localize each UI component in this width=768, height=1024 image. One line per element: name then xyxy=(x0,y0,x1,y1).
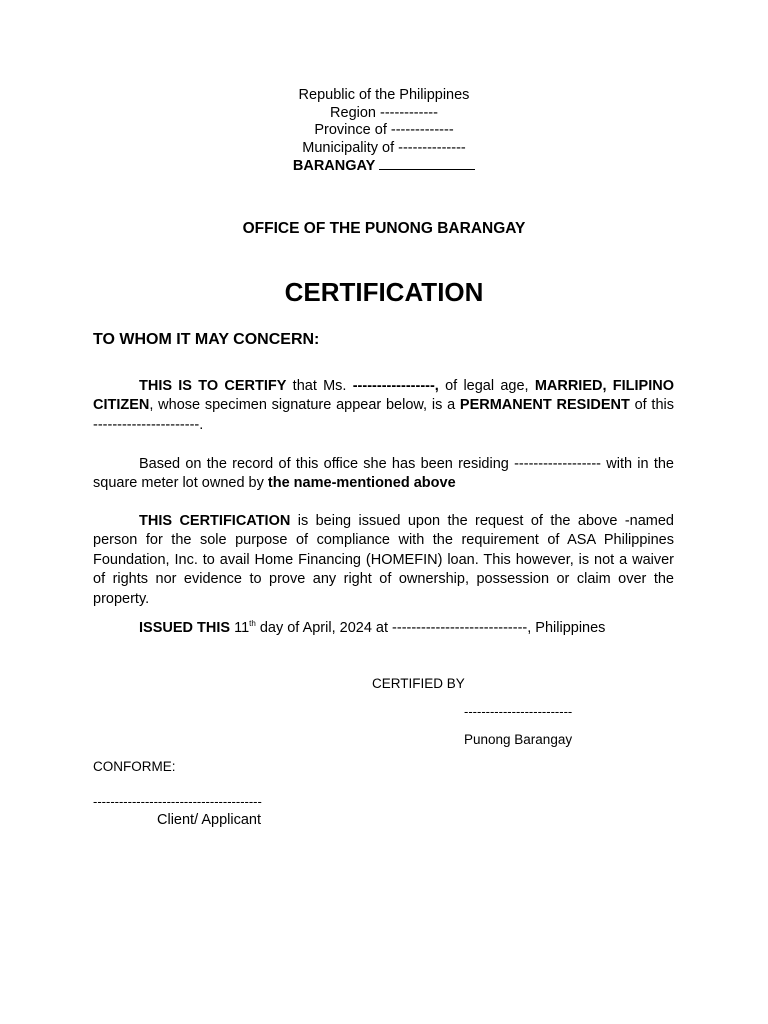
salutation: TO WHOM IT MAY CONCERN: xyxy=(93,331,320,348)
p1-text-4: of legal age, xyxy=(438,378,535,394)
office-heading: OFFICE OF THE PUNONG BARANGAY xyxy=(242,220,526,237)
header-republic: Republic of the Philippines xyxy=(298,87,470,103)
p1-text-3: -----------------, xyxy=(352,378,439,394)
header-region: Region ------------ xyxy=(330,104,438,121)
document-header xyxy=(0,87,768,176)
barangay-label: BARANGAY xyxy=(292,158,380,174)
certifier-title: Punong Barangay xyxy=(464,732,573,747)
p4-text-1: ISSUED THIS xyxy=(139,620,231,636)
header-barangay xyxy=(0,157,768,176)
p1-text-5: MARRIED, FILIPINO CITIZEN xyxy=(93,378,674,414)
conforme-label: CONFORME: xyxy=(93,759,176,774)
client-applicant-label: Client/ Applicant xyxy=(157,812,261,828)
p1-text-8: of this ----------------------. xyxy=(93,397,674,433)
client-signature-line: --------------------------------------- xyxy=(93,794,262,809)
barangay-blank-line xyxy=(379,157,475,170)
p1-text-2: that Ms. xyxy=(286,378,353,394)
p4-text-2: 11 xyxy=(230,620,250,636)
p4-text-4: day of April, 2024 at ----------------------------, Philippines xyxy=(255,620,606,636)
header-municipality: Municipality of -------------- xyxy=(302,139,466,156)
p3-text-2: is being issued upon the request of the above -named person for the sole purpose of compliance with the requirement of ASA Philippines Foundation, Inc. to avail Home Financing (HOMEFIN) loan. This however, is not a waiver of rights nor evidence to prove any right of ownership, possession or claim over the property. xyxy=(93,513,674,607)
p4-superscript: th xyxy=(249,619,256,629)
paragraph-certify xyxy=(93,377,674,435)
p2-text-2: the name-mentioned above xyxy=(267,475,456,492)
p1-text-7: PERMANENT RESIDENT xyxy=(459,397,630,414)
paragraph-issued xyxy=(93,619,674,638)
p1-text-6: , whose specimen signature appear below, is a xyxy=(149,397,460,414)
paragraph-purpose xyxy=(93,512,674,609)
paragraph-residence xyxy=(93,455,674,494)
p3-text-1: THIS CERTIFICATION xyxy=(139,513,291,529)
header-province: Province of ------------- xyxy=(314,122,454,138)
certified-by-label: CERTIFIED BY xyxy=(372,676,465,691)
document-title: CERTIFICATION xyxy=(284,277,484,307)
p1-text-1: THIS IS TO CERTIFY xyxy=(139,378,287,394)
p2-text-1: Based on the record of this office she has been residing ------------------ with in the square meter lot owned by xyxy=(93,456,674,492)
certifier-signature-line: ------------------------- xyxy=(464,704,573,719)
